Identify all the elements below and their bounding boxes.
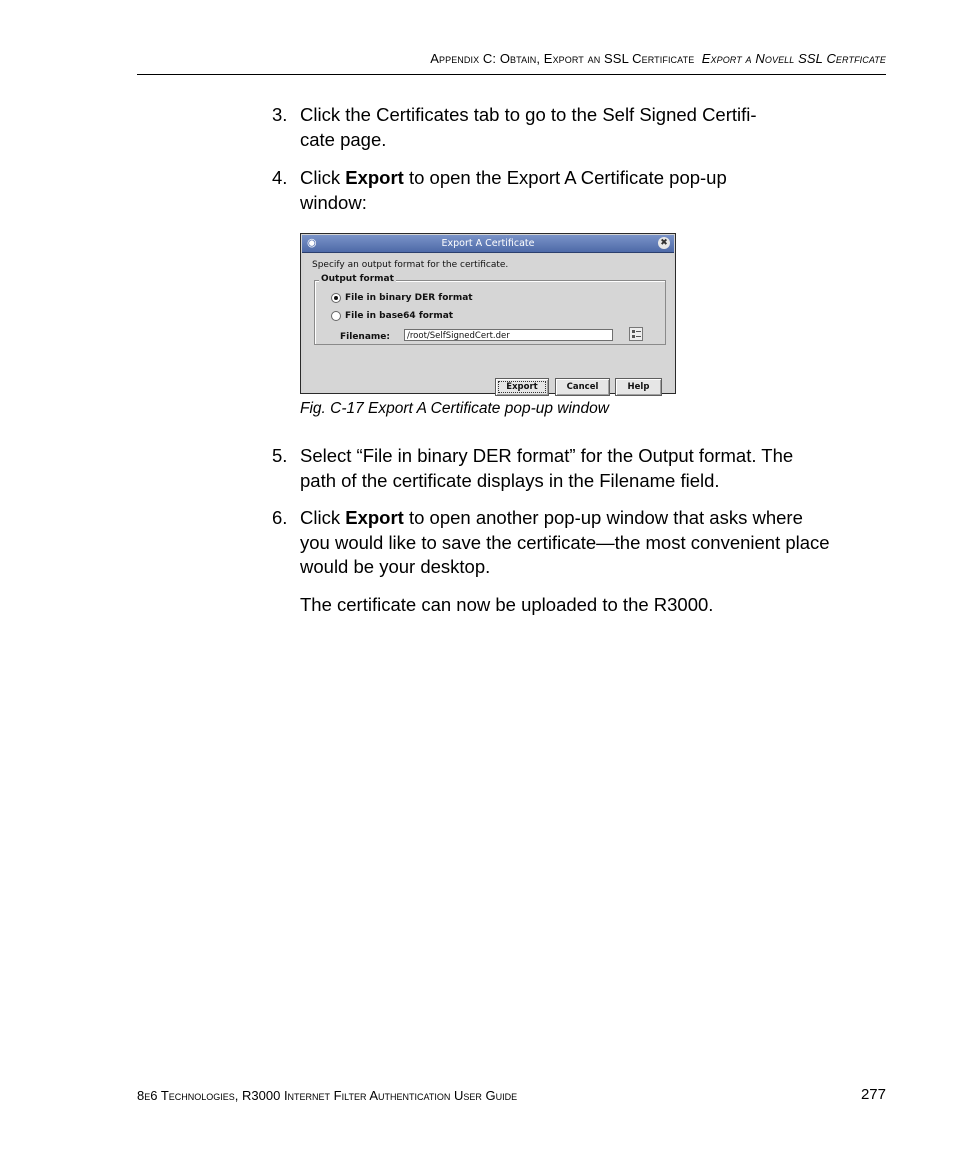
header-subsection: Export a Novell SSL Certficate (701, 51, 886, 66)
step-3-line-1: Click the Certificates tab to go to the Self Signed Certifi- (300, 104, 757, 125)
radio-label: File in binary DER format (345, 293, 473, 303)
page-number: 277 (860, 1086, 886, 1103)
step-number: 3. (272, 104, 288, 125)
browse-folder-icon[interactable] (629, 327, 643, 341)
step-text (300, 166, 830, 215)
step-text (300, 103, 830, 152)
export-keyword: Export (345, 507, 404, 528)
step-text: Select “File in binary DER format” for the Output format. The path of the certificate displays in the Filename field. (300, 445, 794, 491)
radio-unselected-icon[interactable] (331, 311, 341, 321)
step-4-line-2: window: (300, 191, 367, 213)
output-format-label: Output format (321, 274, 394, 284)
window-menu-icon[interactable]: ◉ (307, 236, 317, 249)
footer-title: 8e6 Technologies, R3000 Internet Filter Authentication User Guide (137, 1088, 518, 1103)
filename-label: Filename: (340, 332, 390, 342)
step-number: 6. (272, 507, 288, 528)
figure-caption: Fig. C-17 Export A Certificate pop-up window (300, 400, 609, 417)
dialog-titlebar[interactable] (302, 235, 674, 253)
radio-option-binary-der[interactable] (331, 293, 473, 303)
filename-field[interactable]: /root/SelfSignedCert.der (404, 329, 613, 341)
step-text (300, 506, 830, 580)
header-section: Appendix C: Obtain, Export an SSL Certificate (430, 51, 695, 66)
step-number: 5. (272, 445, 288, 466)
radio-label: File in base64 format (345, 311, 454, 321)
close-icon[interactable]: ✖ (658, 237, 670, 249)
export-button[interactable]: Export (495, 378, 549, 396)
closing-paragraph: The certificate can now be uploaded to the R3000. (300, 594, 714, 615)
running-header (137, 48, 886, 75)
dialog-body (304, 254, 672, 390)
cancel-button[interactable]: Cancel (555, 378, 610, 396)
output-format-group (314, 274, 666, 345)
header-text (430, 51, 886, 66)
export-certificate-dialog (300, 233, 676, 394)
dialog-title: Export A Certificate (441, 238, 535, 249)
step-number: 4. (272, 167, 288, 188)
help-button[interactable]: Help (615, 378, 662, 396)
dialog-prompt: Specify an output format for the certificate. (312, 260, 509, 270)
export-keyword: Export (345, 167, 404, 188)
radio-option-base64[interactable] (331, 311, 453, 321)
step-3-line-2: cate page. (300, 128, 387, 150)
step-text-post: to open another pop-up window that asks where you would like to save the certificate—the most convenient place would be your desktop. (300, 507, 830, 577)
step-text-post: to open the Export A Certificate pop-up (403, 167, 727, 188)
radio-selected-icon[interactable] (331, 293, 341, 303)
step-text-pre: Click (300, 167, 346, 188)
step-text-pre: Click (300, 507, 346, 528)
